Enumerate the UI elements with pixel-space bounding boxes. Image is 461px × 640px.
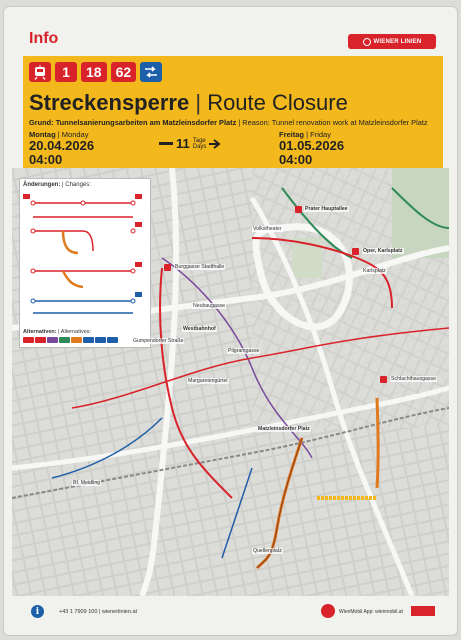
title-german: Streckensperre (29, 90, 190, 115)
label-meidling: Bf. Meidling (73, 480, 101, 486)
affected-lines (29, 62, 162, 82)
contact-info: +43 1 7909 100 | wienerlinien.at (59, 609, 138, 615)
legend-title-de: Änderungen: (23, 182, 61, 188)
reason-label: Grund: (29, 118, 54, 127)
duration-days: 11 (176, 136, 190, 151)
label-westbahnhof: Westbahnhof (183, 326, 216, 332)
page-title (29, 90, 348, 116)
stop-marker (380, 376, 387, 383)
detour-icon (140, 62, 162, 82)
logo-icon (363, 38, 371, 46)
end-time: 04:00 (279, 152, 313, 167)
stop-marker (295, 206, 302, 213)
wienmobil-logo (321, 604, 335, 618)
end-day-en: | Friday (306, 130, 331, 139)
reason-german: Tunnelsanierungsarbeiten am Matzleinsdorfer Platz (55, 118, 237, 127)
line-badge-18: 18 (81, 62, 107, 82)
start-time: 04:00 (29, 152, 63, 167)
label-burggasse: Burggasse Stadthalle (175, 264, 225, 270)
reason-text (29, 118, 428, 127)
alternative-lines (23, 337, 118, 343)
label-pilgramgasse: Pilgramgasse (228, 348, 260, 354)
poster-footer (23, 600, 443, 626)
duration-indicator (159, 136, 221, 151)
legend-title-en: | Changes: (62, 182, 91, 188)
arrow-right-icon (209, 139, 221, 149)
duration-unit: Tage Days (192, 137, 207, 150)
info-label: Info (29, 30, 59, 47)
label-schlachthaus: Schlachthausgasse (391, 376, 436, 382)
closure-poster (3, 6, 458, 636)
wiener-linien-logo (348, 34, 436, 49)
label-neubau: Neubaugasse (193, 303, 226, 309)
stop-marker (164, 264, 171, 271)
footer-tagline: WienMobil App: wienmobil.at (339, 609, 403, 615)
poster-header (3, 6, 458, 48)
tram-icon (29, 62, 51, 82)
info-icon: i (31, 605, 44, 618)
label-volkstheater: Volkstheater (253, 226, 282, 232)
label-margareten: Margaretengürtel (188, 378, 228, 384)
notice-panel (23, 56, 443, 168)
stop-marker (352, 248, 359, 255)
alternatives-de: Alternativen: (23, 329, 57, 335)
route-map (12, 168, 449, 596)
changes-legend (19, 178, 151, 348)
label-quellenplatz: Quellenplatz (253, 548, 282, 554)
label-oper: Oper, Karlsplatz (363, 248, 403, 254)
legend-diagram (23, 191, 149, 323)
title-english: Route Closure (207, 90, 348, 115)
brand-stripe (411, 606, 435, 616)
label-karlsplatz: Karlsplatz (363, 268, 386, 274)
end-date: 01.05.2026 (279, 138, 345, 153)
start-date: 20.04.2026 (29, 138, 95, 153)
line-badge-1: 1 (55, 62, 77, 82)
label-prater: Prater Hauptallee (305, 206, 348, 212)
start-day-en: | Monday (57, 130, 89, 139)
alternatives-en: | Alternatives: (58, 329, 92, 335)
title-separator: | (195, 90, 202, 115)
start-day-de: Montag (29, 130, 56, 139)
label-gumpendorfer: Gumpendorfer Straße (133, 338, 184, 344)
line-badge-62: 62 (111, 62, 137, 82)
start-date-block (29, 130, 94, 167)
end-day-de: Freitag (279, 130, 305, 139)
brand-name: WIENER LINIEN (373, 38, 422, 45)
end-date-block (279, 130, 344, 167)
reason-english: | Reason: Tunnel renovation work at Matzleinsdorfer Platz (238, 118, 428, 127)
label-matzleinsdorf: Matzleinsdorfer Platz (258, 426, 310, 432)
